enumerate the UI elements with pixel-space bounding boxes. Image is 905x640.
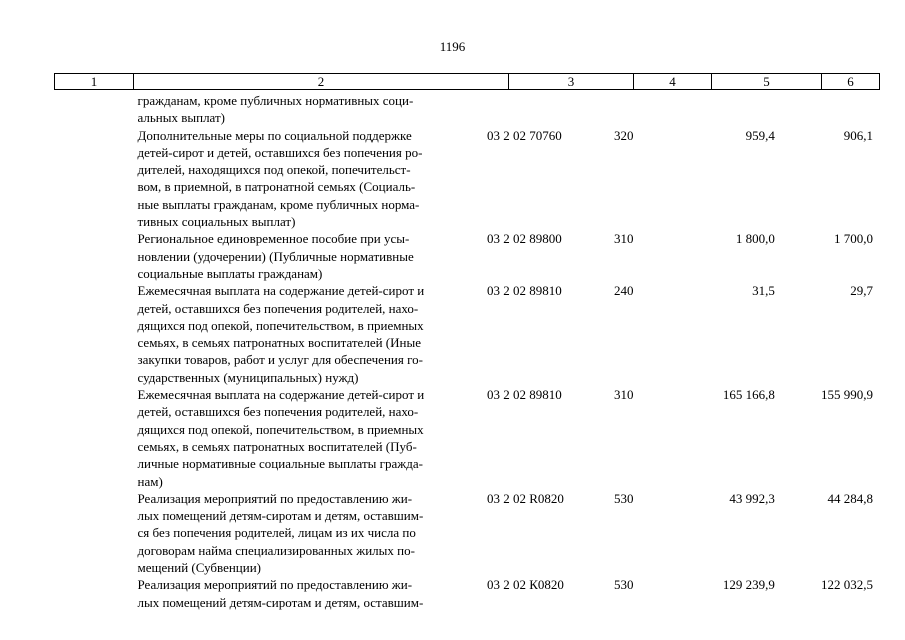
column-header-2: 2 <box>134 74 509 89</box>
cell-code <box>475 92 591 127</box>
table-row <box>54 92 880 127</box>
cell-code: 03 2 02 R0820 <box>487 490 564 506</box>
cell-col-1 <box>54 576 132 611</box>
cell-code: 03 2 02 89810 <box>487 283 562 299</box>
description-line: детей-сирот и детей, оставшихся без попечения ро- <box>137 144 423 160</box>
cell-value-5: 31,5 <box>752 283 775 299</box>
description-line: сударственных (муниципальных) нужд) <box>137 369 359 385</box>
description-line: дящихся под опекой, попечительством, в приемных <box>137 421 424 437</box>
description-line: детей, оставшихся без попечения родителей, нахо- <box>137 404 419 420</box>
cell-col-1 <box>54 490 132 576</box>
cell-description <box>132 576 474 611</box>
cell-code: 03 2 02 89800 <box>487 231 562 247</box>
cell-value-6 <box>776 92 880 127</box>
cell-type: 320 <box>613 127 634 143</box>
description-line: семьях, в семьях патронатных воспитателей (Пуб- <box>137 438 417 454</box>
cell-description <box>132 92 474 127</box>
description-line: лых помещений детям-сиротам и детям, оставшим- <box>137 594 424 610</box>
cell-code: 03 2 02 70760 <box>487 127 562 143</box>
column-header-3: 3 <box>509 74 634 89</box>
cell-value-6: 1 700,0 <box>834 231 873 247</box>
description-line: Реализация мероприятий по предоставлению жи- <box>137 577 413 593</box>
cell-value-6: 44 284,8 <box>827 490 873 506</box>
cell-type: 240 <box>613 283 634 299</box>
column-header-6: 6 <box>847 74 854 89</box>
description-line: личные нормативные социальные выплаты гражда- <box>137 456 423 472</box>
cell-type: 530 <box>613 490 634 506</box>
table-row <box>54 230 880 282</box>
cell-description <box>132 127 474 231</box>
cell-code: 03 2 02 89810 <box>487 387 562 403</box>
cell-col-1 <box>54 230 132 282</box>
column-header-4: 4 <box>634 74 712 89</box>
cell-value-6: 122 032,5 <box>821 577 873 593</box>
cell-code: 03 2 02 К0820 <box>487 577 564 593</box>
cell-value-5: 959,4 <box>745 127 775 143</box>
cell-description <box>132 490 474 576</box>
cell-description <box>132 282 474 386</box>
description-line: дящихся под опекой, попечительством, в приемных <box>137 317 424 333</box>
description-line: семьях, в семьях патронатных воспитателей (Иные <box>137 335 421 351</box>
description-line: нам) <box>137 473 163 489</box>
cell-type: 310 <box>613 387 634 403</box>
description-line: Региональное единовременное пособие при усы- <box>137 231 410 247</box>
table-row <box>54 282 880 386</box>
description-line: лых помещений детям-сиротам и детям, оставшим- <box>137 508 424 524</box>
description-line: Ежемесячная выплата на содержание детей-сирот и <box>137 283 425 299</box>
description-line: закупки товаров, работ и услуг для обеспечения го- <box>137 352 423 368</box>
description-line: новлении (удочерении) (Публичные нормативные <box>137 248 414 264</box>
description-line: договорам найма специализированных жилых по- <box>137 542 415 558</box>
page-number: 1196 <box>439 39 466 54</box>
cell-value-5: 129 239,9 <box>722 577 775 593</box>
cell-type: 530 <box>613 577 634 593</box>
cell-col-1 <box>54 386 132 490</box>
description-line: Ежемесячная выплата на содержание детей-сирот и <box>137 387 425 403</box>
description-line: дителей, находящихся под опекой, попечительст- <box>137 162 411 178</box>
description-line: мещений (Субвенции) <box>137 560 262 576</box>
description-line: Дополнительные меры по социальной поддержке <box>137 127 412 143</box>
table-row <box>54 127 880 231</box>
cell-value-6: 155 990,9 <box>821 387 873 403</box>
cell-description <box>132 386 474 490</box>
cell-col-1 <box>54 92 132 127</box>
cell-description <box>132 230 474 282</box>
description-line: ся без попечения родителей, лицам из их числа по <box>137 525 416 541</box>
cell-value-6: 906,1 <box>843 127 873 143</box>
cell-type <box>591 92 668 127</box>
cell-value-5 <box>668 92 776 127</box>
description-line: социальные выплаты гражданам) <box>137 265 323 281</box>
cell-value-6: 29,7 <box>850 283 873 299</box>
description-line: гражданам, кроме публичных нормативных соци- <box>137 93 414 108</box>
cell-col-1 <box>54 282 132 386</box>
table-body <box>54 92 880 611</box>
cell-value-5: 1 800,0 <box>735 231 775 247</box>
table-row <box>54 576 880 611</box>
description-line: Реализация мероприятий по предоставлению жи- <box>137 490 413 506</box>
column-header-1: 1 <box>55 74 134 89</box>
description-line: вом, в приемной, в патронатной семьях (Социаль- <box>137 179 416 195</box>
cell-value-5: 165 166,8 <box>722 387 775 403</box>
description-line: детей, оставшихся без попечения родителей, нахо- <box>137 300 419 316</box>
table-row <box>54 490 880 576</box>
description-line: ные выплаты гражданам, кроме публичных норма- <box>137 196 420 212</box>
cell-type: 310 <box>613 231 634 247</box>
cell-value-5: 43 992,3 <box>729 490 775 506</box>
description-line: тивных социальных выплат) <box>137 214 296 230</box>
table-header <box>54 73 880 90</box>
table-row <box>54 386 880 490</box>
column-header-5: 5 <box>712 74 822 89</box>
description-line: альных выплат) <box>137 110 226 126</box>
cell-col-1 <box>54 127 132 231</box>
